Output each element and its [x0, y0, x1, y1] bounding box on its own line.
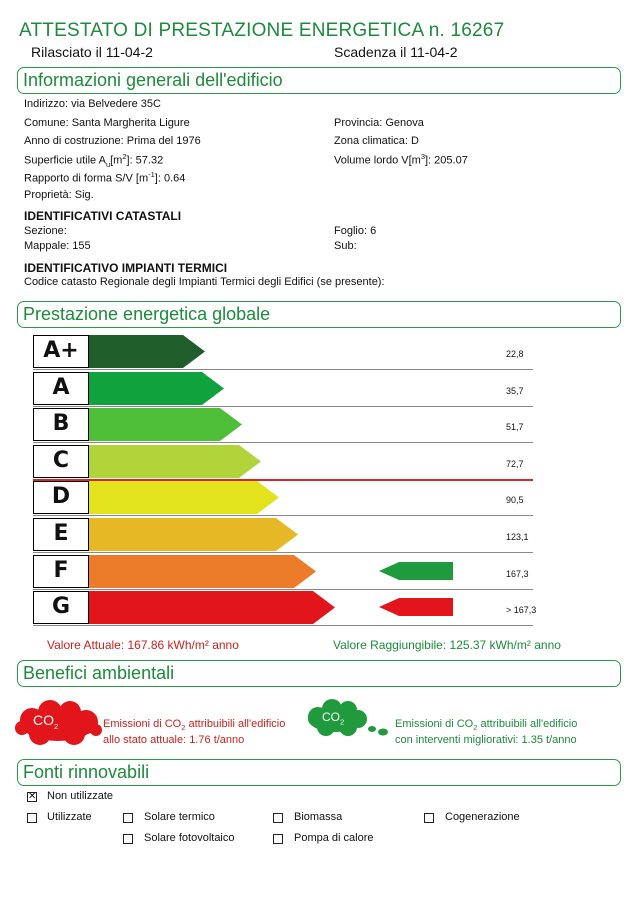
current-value: Valore Attuale: 167.86 kWh/m² anno — [47, 638, 239, 652]
class-label-c: C — [33, 445, 89, 478]
gross-volume-value: ]: 205.07 — [425, 154, 468, 167]
co2-target-line1-sub: 2 — [473, 723, 478, 733]
class-bar-e — [89, 518, 298, 551]
checkbox-solare-termico[interactable] — [123, 813, 133, 823]
class-divider — [33, 625, 533, 626]
gross-volume-sup: 3 — [420, 152, 425, 161]
sub-field: Sub: — [334, 240, 357, 252]
checkbox-solare-fotovoltaico[interactable] — [123, 834, 133, 844]
label-solare-fotovoltaico: Solare fotovoltaico — [144, 832, 235, 844]
useful-surface-unit: [m — [110, 154, 123, 167]
parcel-field: Mappale: 155 — [24, 240, 91, 252]
co2-current-label-sub: 2 — [54, 721, 59, 731]
benefits-heading: Benefici ambientali — [17, 660, 621, 687]
label-biomassa: Biomassa — [294, 811, 343, 823]
co2-current-label-text: CO — [33, 712, 54, 728]
class-divider — [33, 406, 533, 407]
class-divider — [33, 515, 533, 516]
class-bar-d — [89, 481, 279, 514]
heating-systems-heading: IDENTIFICATIVO IMPIANTI TERMICI — [24, 261, 228, 275]
co2-current-text — [103, 718, 285, 747]
heating-systems-code: Codice catasto Regionale degli Impianti Termici degli Edifici (se presente): — [24, 276, 385, 288]
co2-target-line2: con interventi migliorativi: 1.35 t/anno — [395, 734, 577, 747]
current-class-indicator — [379, 598, 453, 616]
useful-surface-value: ]: 57.32 — [126, 154, 164, 167]
co2-target-label — [322, 711, 344, 728]
class-label-e: E — [33, 518, 89, 551]
shape-ratio-value: ]: 0.64 — [154, 172, 186, 185]
class-label-b: B — [33, 408, 89, 441]
shape-ratio — [24, 170, 185, 185]
useful-surface-sub: u — [105, 159, 111, 169]
class-label-g: G — [33, 591, 89, 624]
co2-target-line1-post: attribuibili all'edificio — [477, 718, 578, 730]
co2-target-cloud-icon — [302, 699, 394, 741]
co2-target-label-sub: 2 — [340, 717, 345, 727]
co2-current-label — [33, 714, 58, 733]
comune: Comune: Santa Margherita Ligure — [24, 117, 190, 129]
class-label-f: F — [33, 555, 89, 588]
useful-surface — [24, 152, 163, 169]
section-field: Sezione: — [24, 225, 67, 237]
climate-zone: Zona climatica: D — [334, 135, 419, 147]
class-threshold-c: 72,7 — [506, 459, 524, 469]
address: Indirizzo: via Belvedere 35C — [24, 98, 161, 110]
useful-surface-sup: 2 — [122, 152, 127, 161]
class-bar-f — [89, 555, 316, 588]
general-info-heading: Informazioni generali dell'edificio — [17, 67, 621, 94]
class-label-d: D — [33, 481, 89, 514]
class-bar-aplus — [89, 335, 205, 368]
class-divider — [33, 369, 533, 370]
checkbox-pompa-di-calore[interactable] — [273, 834, 283, 844]
shape-ratio-label: Rapporto di forma S/V [m — [24, 172, 149, 185]
co2-current-line1-pre: Emissioni di CO — [103, 718, 182, 730]
gross-volume — [334, 152, 468, 167]
class-bar-c — [89, 445, 261, 478]
label-non-utilizzate: Non utilizzate — [47, 790, 114, 802]
co2-current-line1-post: attribuibili all'edificio — [185, 718, 286, 730]
useful-surface-label: Superficie utile A — [24, 154, 106, 167]
issue-date: Rilasciato il 11-04-2 — [31, 44, 153, 60]
construction-year: Anno di costruzione: Prima del 1976 — [24, 135, 201, 147]
class-threshold-b: 51,7 — [506, 422, 524, 432]
class-threshold-f: 167,3 — [506, 569, 529, 579]
class-threshold-aplus: 22,8 — [506, 349, 524, 359]
class-threshold-g: > 167,3 — [506, 605, 537, 615]
co2-target-text — [395, 718, 577, 747]
class-threshold-e: 123,1 — [506, 532, 529, 542]
renewables-heading: Fonti rinnovabili — [17, 759, 621, 786]
class-label-a: A — [33, 372, 89, 405]
sheet-field: Foglio: 6 — [334, 225, 377, 237]
co2-current-line1-sub: 2 — [181, 723, 186, 733]
shape-ratio-sup: -1 — [148, 170, 155, 179]
checkbox-utilizzate[interactable] — [27, 813, 37, 823]
label-solare-termico: Solare termico — [144, 811, 215, 823]
class-threshold-d: 90,5 — [506, 495, 524, 505]
class-label-aplus: A+ — [33, 335, 89, 368]
class-bar-a — [89, 372, 224, 405]
page-title: ATTESTATO DI PRESTAZIONE ENERGETICA n. 16267 — [19, 20, 505, 41]
co2-current-line2: allo stato attuale: 1.76 t/anno — [103, 734, 245, 747]
label-utilizzate: Utilizzate — [47, 811, 92, 823]
class-divider — [33, 589, 533, 590]
gross-volume-label: Volume lordo V[m — [334, 154, 421, 167]
target-class-indicator — [379, 562, 453, 580]
co2-target-line1-pre: Emissioni di CO — [395, 718, 474, 730]
class-divider — [33, 442, 533, 443]
cadastral-heading: IDENTIFICATIVI CATASTALI — [24, 209, 182, 223]
class-threshold-a: 35,7 — [506, 386, 524, 396]
label-pompa-di-calore: Pompa di calore — [294, 832, 374, 844]
provincia: Provincia: Genova — [334, 117, 424, 129]
target-value: Valore Raggiungibile: 125.37 kWh/m² anno — [333, 638, 561, 652]
checkbox-non-utilizzate[interactable]: ✕ — [28, 791, 37, 802]
co2-target-label-text: CO — [322, 710, 340, 724]
expiry-date: Scadenza il 11-04-2 — [334, 44, 458, 60]
checkbox-cogenerazione[interactable] — [424, 813, 434, 823]
class-bar-g — [89, 591, 335, 624]
performance-heading: Prestazione energetica globale — [17, 301, 621, 328]
owner: Proprietà: Sig. — [24, 189, 94, 201]
checkbox-biomassa[interactable] — [273, 813, 283, 823]
class-divider — [33, 552, 533, 553]
label-cogenerazione: Cogenerazione — [445, 811, 520, 823]
class-bar-b — [89, 408, 242, 441]
